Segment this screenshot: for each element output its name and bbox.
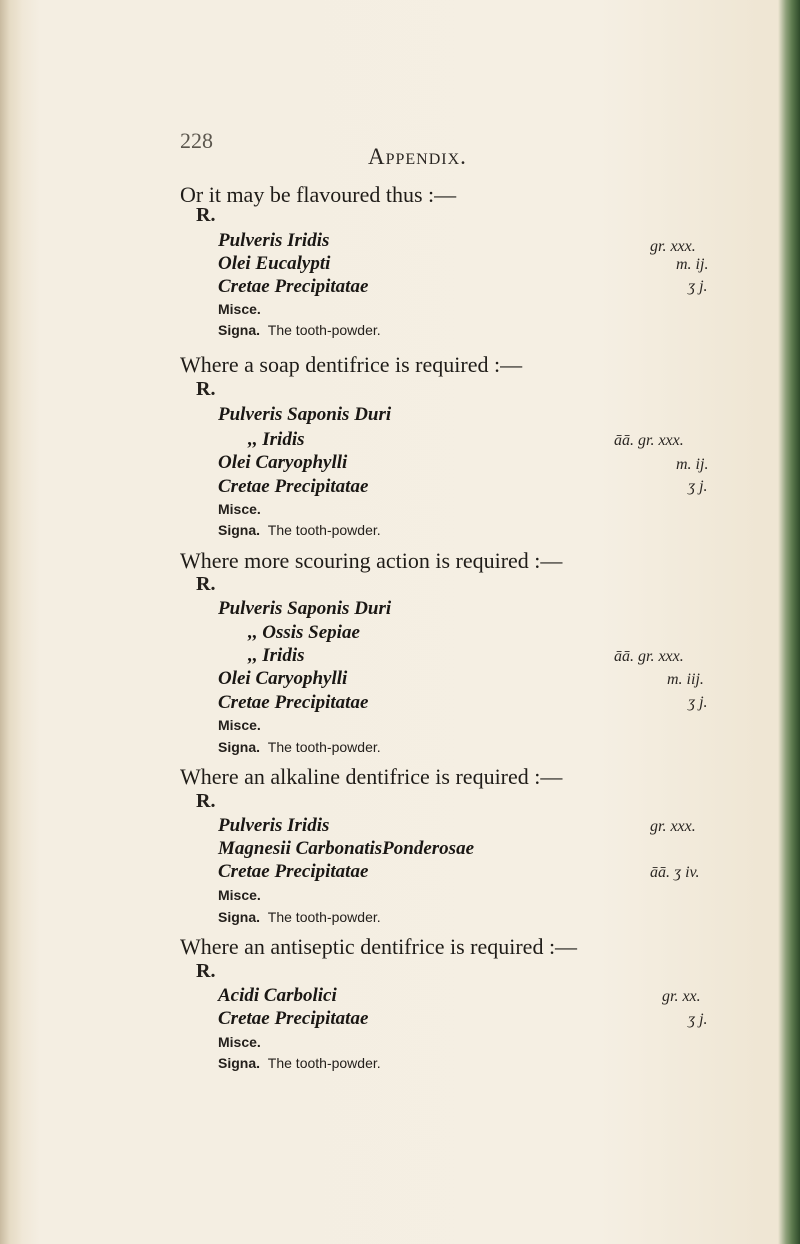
misce-label: Misce. [218, 1034, 261, 1050]
ingredient-quantity: āā. gr. xxx. [614, 648, 684, 665]
ingredient-name: Acidi Carbolici [218, 985, 337, 1006]
ingredient-quantity: ʒ j. [688, 478, 708, 495]
ingredient-name: Olei Eucalypti [218, 253, 331, 274]
signa-text: The tooth-powder. [267, 322, 381, 338]
rx-symbol: R. [196, 378, 216, 400]
signa-line [218, 909, 381, 925]
recipe-intro: Where more scouring action is required :— [180, 548, 563, 573]
recipe-intro: Where an alkaline dentifrice is required :— [180, 764, 563, 789]
ingredient-quantity: ʒ j. [688, 1011, 708, 1028]
ingredient-name: Pulveris Iridis [218, 230, 330, 251]
signa-label: Signa. [218, 1055, 261, 1071]
ingredient-name: ,, Iridis [248, 645, 305, 666]
ingredient-name: Cretae Precipitatae [218, 692, 369, 713]
ingredient-quantity: m. iij. [667, 671, 704, 688]
ingredient-name: Cretae Precipitatae [218, 1008, 369, 1029]
running-header: Appendix. [368, 144, 467, 169]
recipe-intro: Where a soap dentifrice is required :— [180, 352, 523, 377]
ingredient-name: Pulveris Iridis [218, 815, 330, 836]
signa-line [218, 522, 381, 538]
signa-line [218, 1055, 381, 1071]
page-number: 228 [180, 128, 213, 153]
ingredient-quantity: āā. ʒ iv. [650, 864, 700, 881]
signa-label: Signa. [218, 739, 261, 755]
ingredient-quantity: gr. xx. [662, 988, 701, 1005]
ingredient-name: Cretae Precipitatae [218, 476, 369, 497]
book-binding-edge [778, 0, 800, 1244]
ingredient-quantity: gr. xxx. [650, 238, 696, 255]
ingredient-quantity: āā. gr. xxx. [614, 432, 684, 449]
signa-line [218, 322, 381, 338]
ingredient-name: Magnesii CarbonatisPonderosae [218, 838, 475, 859]
page-left-edge [0, 0, 22, 1244]
signa-label: Signa. [218, 522, 261, 538]
misce-label: Misce. [218, 501, 261, 517]
rx-symbol: R. [196, 204, 216, 226]
ingredient-quantity: m. ij. [676, 256, 709, 273]
misce-label: Misce. [218, 301, 261, 317]
ingredient-quantity: gr. xxx. [650, 818, 696, 835]
ingredient-name: Olei Caryophylli [218, 668, 348, 689]
signa-label: Signa. [218, 909, 261, 925]
rx-symbol: R. [196, 790, 216, 812]
signa-text: The tooth-powder. [267, 739, 381, 755]
recipe-intro: Where an antiseptic dentifrice is required :— [180, 934, 578, 959]
signa-label: Signa. [218, 322, 261, 338]
ingredient-name: Olei Caryophylli [218, 452, 348, 473]
signa-line [218, 739, 381, 755]
rx-symbol: R. [196, 573, 216, 595]
ingredient-name: ,, Ossis Sepiae [248, 622, 360, 643]
ingredient-quantity: m. ij. [676, 456, 709, 473]
recipe-intro: Or it may be flavoured thus :— [180, 182, 457, 207]
signa-text: The tooth-powder. [267, 522, 381, 538]
ingredient-name: Cretae Precipitatae [218, 276, 369, 297]
misce-label: Misce. [218, 887, 261, 903]
ingredient-name: Pulveris Saponis Duri [218, 598, 392, 619]
ingredient-name: ,, Iridis [248, 429, 305, 450]
misce-label: Misce. [218, 717, 261, 733]
signa-text: The tooth-powder. [267, 909, 381, 925]
ingredient-name: Pulveris Saponis Duri [218, 404, 392, 425]
ingredient-name: Cretae Precipitatae [218, 861, 369, 882]
rx-symbol: R. [196, 960, 216, 982]
ingredient-quantity: ʒ j. [688, 278, 708, 295]
ingredient-quantity: ʒ j. [688, 694, 708, 711]
signa-text: The tooth-powder. [267, 1055, 381, 1071]
